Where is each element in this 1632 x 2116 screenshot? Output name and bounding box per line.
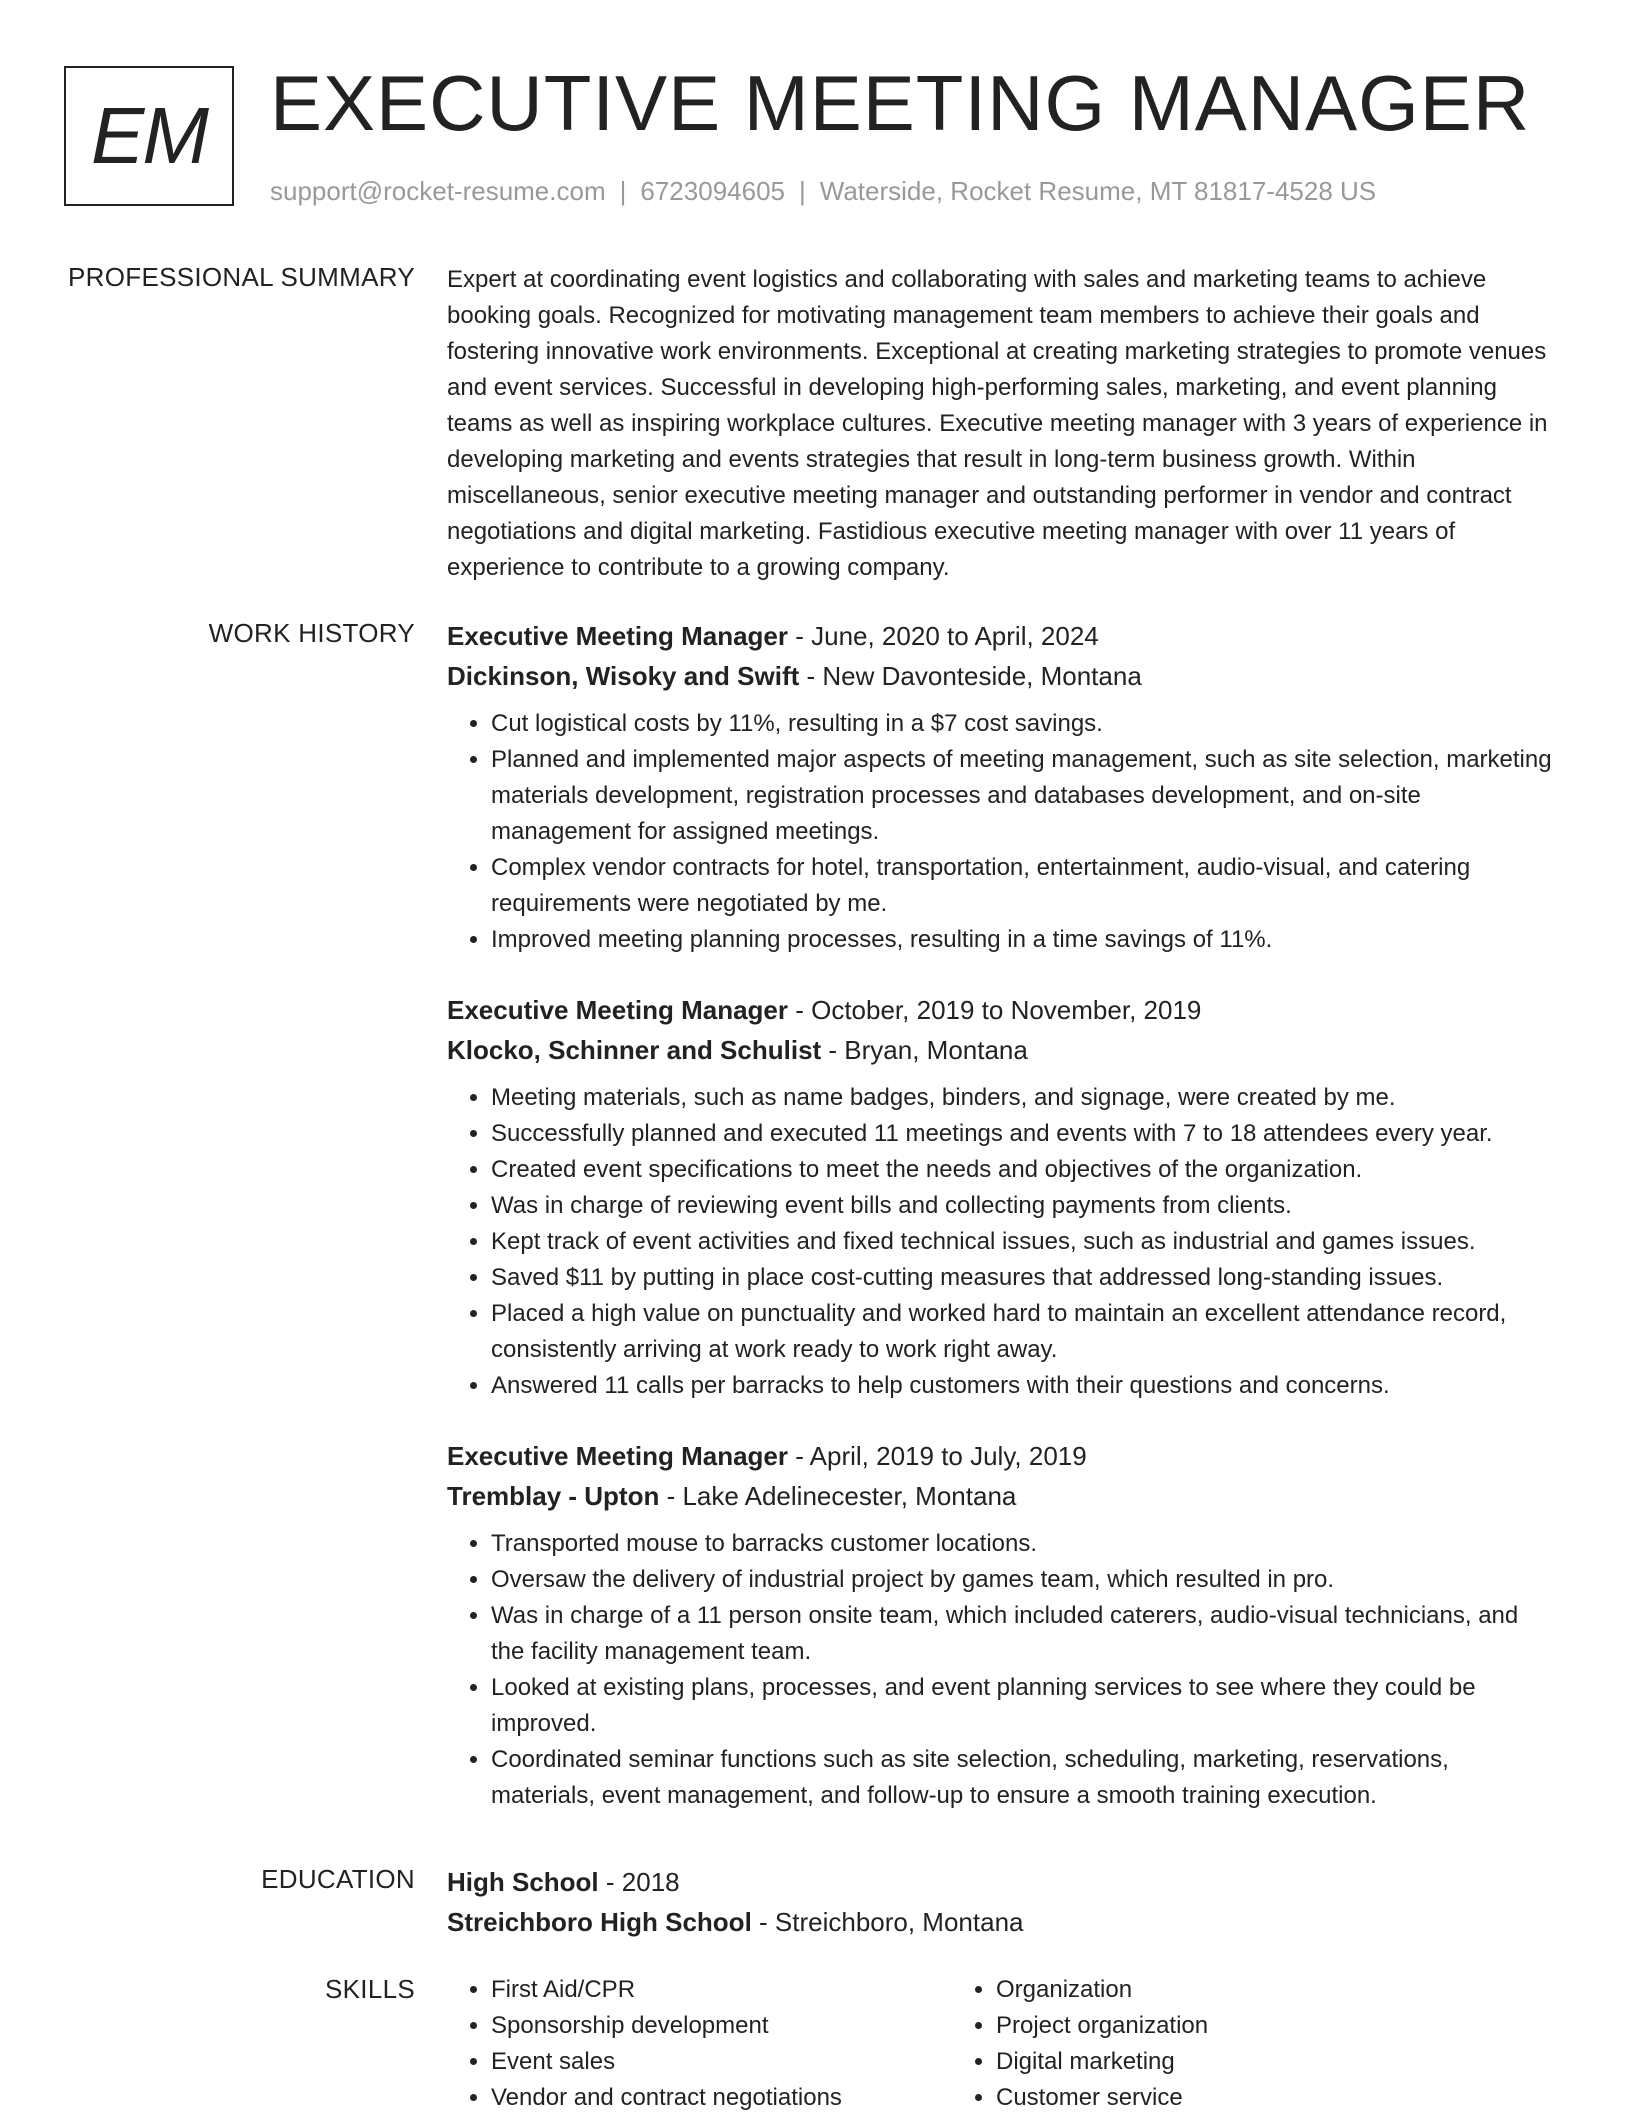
monogram-initials: EM: [91, 91, 207, 180]
skill-item: • First Aid/CPR: [491, 1972, 952, 2008]
work-body: [447, 616, 1557, 1846]
job-bullet: • Kept track of event activities and fixed technical issues, such as industrial and games issues.: [491, 1224, 1557, 1260]
job-bullet: • Created event specifications to meet the needs and objectives of the organization.: [491, 1152, 1557, 1188]
job-title-line: [447, 1436, 1557, 1476]
job-bullet: • Cut logistical costs by 11%, resulting in a $7 cost savings.: [491, 706, 1557, 742]
job-title: Executive Meeting Manager: [447, 621, 788, 651]
company-name: Klocko, Schinner and Schulist: [447, 1035, 822, 1065]
contact-address: Waterside, Rocket Resume, MT 81817-4528 US: [819, 176, 1377, 206]
job-bullet: • Answered 11 calls per barracks to help customers with their questions and concerns.: [491, 1368, 1557, 1404]
job-entry: [447, 616, 1557, 958]
contact-separator: |: [619, 176, 627, 206]
skills-body: [447, 1972, 1557, 2116]
company-line: [447, 1030, 1557, 1070]
monogram-box: [64, 66, 234, 206]
job-bullet: • Planned and implemented major aspects of meeting management, such as site selection, marketing materials development, registration processes and databases development, and on-site management for assigned meetings.: [491, 742, 1557, 850]
job-bullet: • Oversaw the delivery of industrial project by games team, which resulted in pro.: [491, 1562, 1557, 1598]
contact-separator: |: [799, 176, 806, 206]
job-bullets: [447, 706, 1557, 958]
school-line: [447, 1902, 1557, 1942]
job-title: Executive Meeting Manager: [447, 1441, 788, 1471]
job-bullet: • Improved meeting planning processes, resulting in a time savings of 11%.: [491, 922, 1557, 958]
skill-item: • Sponsorship development: [491, 2008, 952, 2044]
contact-line: [270, 176, 1376, 207]
company-location: - Bryan, Montana: [821, 1035, 1028, 1065]
degree-line: [447, 1862, 1557, 1902]
summary-body: [447, 262, 1557, 586]
job-bullet: • Transported mouse to barracks customer locations.: [491, 1526, 1557, 1562]
section-label-skills: SKILLS: [325, 1974, 415, 2004]
section-label-work: WORK HISTORY: [208, 618, 415, 648]
company-location: - New Davonteside, Montana: [799, 661, 1142, 691]
skills-list-left: [447, 1972, 952, 2116]
skills-columns: [447, 1972, 1557, 2116]
resume-name: EXECUTIVE MEETING MANAGER: [270, 59, 1531, 147]
job-title-line: [447, 616, 1557, 656]
job-dates: - October, 2019 to November, 2019: [788, 995, 1202, 1025]
skill-item: • Vendor and contract negotiations: [491, 2080, 952, 2116]
job-bullet: • Was in charge of reviewing event bills and collecting payments from clients.: [491, 1188, 1557, 1224]
job-bullet: • Complex vendor contracts for hotel, transportation, entertainment, audio-visual, and catering requirements were negotiated by me.: [491, 850, 1557, 922]
job-entry: [447, 1436, 1557, 1814]
company-line: [447, 1476, 1557, 1516]
school-name: Streichboro High School: [447, 1907, 752, 1937]
company-location: - Lake Adelinecester, Montana: [659, 1481, 1017, 1511]
skill-item: • Organization: [996, 1972, 1457, 2008]
job-bullet: • Was in charge of a 11 person onsite team, which included caterers, audio-visual technicians, and the facility management team.: [491, 1598, 1557, 1670]
skill-item: • Customer service: [996, 2080, 1457, 2116]
company-name: Dickinson, Wisoky and Swift: [447, 661, 800, 691]
degree-name: High School: [447, 1867, 599, 1897]
education-body: [447, 1862, 1557, 1942]
section-label-summary: PROFESSIONAL SUMMARY: [68, 262, 415, 292]
skill-item: • Event sales: [491, 2044, 952, 2080]
job-entry: [447, 990, 1557, 1404]
skill-item: • Project organization: [996, 2008, 1457, 2044]
job-bullet: • Successfully planned and executed 11 meetings and events with 7 to 18 attendees every year.: [491, 1116, 1557, 1152]
skill-item: • Digital marketing: [996, 2044, 1457, 2080]
degree-year: - 2018: [598, 1867, 680, 1897]
section-label-education: EDUCATION: [261, 1864, 415, 1894]
company-line: [447, 656, 1557, 696]
job-bullet: • Saved $11 by putting in place cost-cutting measures that addressed long-standing issues.: [491, 1260, 1557, 1296]
job-bullet: • Coordinated seminar functions such as site selection, scheduling, marketing, reservations, materials, event management, and follow-up to ensure a smooth training execution.: [491, 1742, 1557, 1814]
job-dates: - June, 2020 to April, 2024: [788, 621, 1099, 651]
job-bullets: [447, 1526, 1557, 1814]
contact-phone: 6723094605: [640, 176, 785, 206]
job-title: Executive Meeting Manager: [447, 995, 788, 1025]
job-bullet: • Looked at existing plans, processes, and event planning services to see where they could be improved.: [491, 1670, 1557, 1742]
contact-email: support@rocket-resume.com: [270, 176, 606, 206]
job-bullet: • Meeting materials, such as name badges, binders, and signage, were created by me.: [491, 1080, 1557, 1116]
job-dates: - April, 2019 to July, 2019: [788, 1441, 1087, 1471]
school-location: - Streichboro, Montana: [751, 1907, 1024, 1937]
job-bullet: • Placed a high value on punctuality and worked hard to maintain an excellent attendance record, consistently arriving at work ready to work right away.: [491, 1296, 1557, 1368]
job-bullets: [447, 1080, 1557, 1404]
company-name: Tremblay - Upton: [447, 1481, 660, 1511]
summary-text: Expert at coordinating event logistics and collaborating with sales and marketing teams to achieve booking goals. Recognized for motivating management team members to achieve their goals and fostering innovative work environments. Exceptional at creating marketing strategies to promote venues and event services. Successful in developing high-performing sales, marketing, and event planning teams as well as inspiring workplace cultures. Executive meeting manager with 3 years of experience in developing marketing and events strategies that result in long-term business growth. Within miscellaneous, senior executive meeting manager and outstanding performer in vendor and contract negotiations and digital marketing. Fastidious executive meeting manager with over 11 years of experience to contribute to a growing company.: [447, 266, 1548, 581]
skills-list-right: [952, 1972, 1457, 2116]
job-title-line: [447, 990, 1557, 1030]
